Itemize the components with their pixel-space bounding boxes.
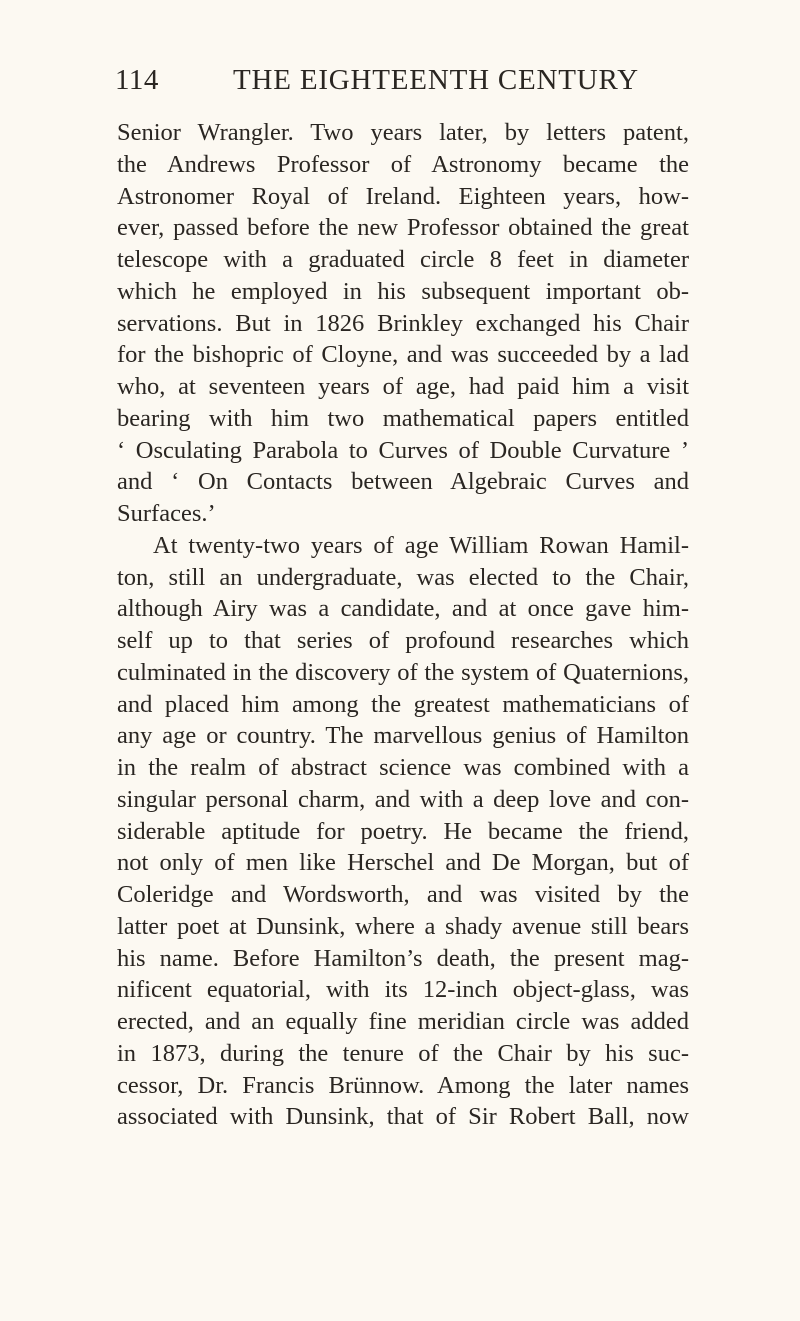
text-line: latter poet at Dunsink, where a shady avenue still bears: [117, 912, 689, 940]
text-line: At twenty-two years of age William Rowan Hamil-: [153, 531, 689, 559]
text-line: his name. Before Hamilton’s death, the present mag-: [117, 944, 689, 972]
text-line: Senior Wrangler. Two years later, by letters patent,: [117, 119, 689, 146]
text-line: telescope with a graduated circle 8 feet in diameter: [117, 246, 689, 273]
text-line: ton, still an undergraduate, was elected to the Chair,: [117, 563, 689, 591]
text-line: for the bishopric of Cloyne, and was succeeded by a lad: [117, 341, 689, 369]
text-line: ‘ Osculating Parabola to Curves of Double Curvature ’: [117, 436, 689, 464]
text-line: bearing with him two mathematical papers entitled: [117, 404, 689, 432]
text-line: which he employed in his subsequent important ob-: [117, 277, 689, 305]
body-text: [117, 117, 689, 1133]
text-line: and ‘ On Contacts between Algebraic Curves and: [117, 468, 689, 496]
page-number: 114: [115, 64, 159, 96]
text-line: although Airy was a candidate, and at once gave him-: [117, 595, 689, 623]
text-line: in the realm of abstract science was combined with a: [117, 754, 689, 781]
text-line: culminated in the discovery of the system of Quaternions,: [117, 658, 689, 686]
text-line: not only of men like Herschel and De Morgan, but of: [117, 849, 689, 877]
text-line: Coleridge and Wordsworth, and was visited by the: [117, 881, 689, 908]
text-line: Astronomer Royal of Ireland. Eighteen years, how-: [117, 182, 689, 210]
text-line: nificent equatorial, with its 12-inch object-glass, was: [117, 976, 689, 1004]
text-line: and placed him among the greatest mathematicians of: [117, 690, 689, 718]
text-line: self up to that series of profound researches which: [117, 627, 689, 654]
text-line: the Andrews Professor of Astronomy became the: [117, 150, 689, 178]
text-line: Surfaces.’: [117, 500, 216, 527]
text-line: who, at seventeen years of age, had paid him a visit: [117, 373, 689, 400]
text-line: associated with Dunsink, that of Sir Robert Ball, now: [117, 1103, 689, 1131]
text-line: servations. But in 1826 Brinkley exchanged his Chair: [117, 309, 689, 337]
text-line: singular personal charm, and with a deep love and con-: [117, 785, 689, 813]
text-line: erected, and an equally fine meridian circle was added: [117, 1008, 689, 1035]
text-line: in 1873, during the tenure of the Chair by his suc-: [117, 1039, 689, 1067]
text-line: ever, passed before the new Professor obtained the great: [117, 214, 689, 242]
page-header: [115, 64, 655, 108]
text-line: any age or country. The marvellous genius of Hamilton: [117, 722, 689, 750]
text-line: siderable aptitude for poetry. He became the friend,: [117, 817, 689, 845]
text-line: cessor, Dr. Francis Brünnow. Among the later names: [117, 1071, 689, 1099]
running-head: THE EIGHTEENTH CENTURY: [233, 64, 639, 96]
